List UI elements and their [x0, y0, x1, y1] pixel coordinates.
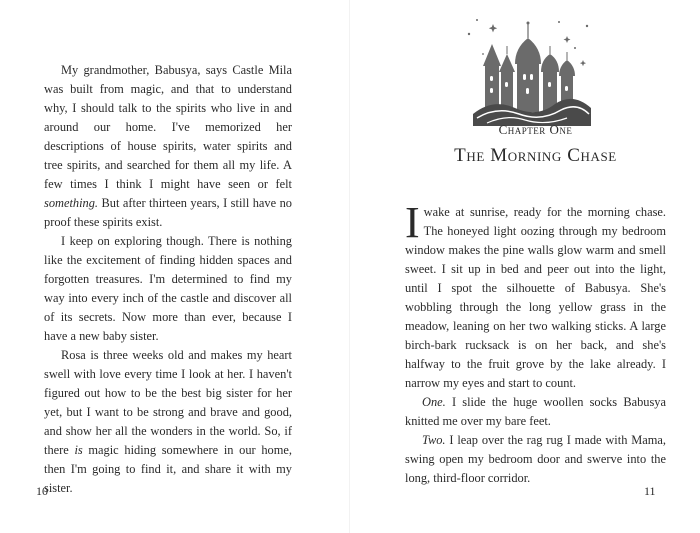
- castle-illustration: [463, 14, 597, 126]
- drop-cap: I: [405, 198, 420, 247]
- page-number: 11: [644, 484, 656, 498]
- left-page-body: [44, 61, 292, 498]
- chapter-title: The Morning Chase: [454, 145, 617, 166]
- paragraph: Two. I leap over the rag rug I made with Mama, swing open my bedroom door and swerve into the long, third-floor corridor.: [405, 433, 666, 485]
- paragraph: One. I slide the huge woollen socks Babusya knitted me over my bare feet.: [405, 395, 666, 428]
- page-number: 10: [36, 484, 48, 498]
- right-page-body: [405, 198, 666, 488]
- right-page: [350, 0, 700, 533]
- paragraph: My grandmother, Babusya, says Castle Mila was built from magic, and that to understand why, I should talk to the spirits who live in and around our home. I've memorized her descriptions of house spirits, water spirits and tree spirits, and searched for them all my life. A few times I think I might have seen or felt something. But after thirteen years, I still have no proof these spirits exist.: [44, 63, 292, 229]
- chapter-number: Chapter One: [498, 122, 573, 137]
- paragraph: I keep on exploring though. There is nothing like the excitement of finding hidden spaces and forgotten treasures. I'm determined to find my way into every inch of the castle and discover all of its secrets. Now more than ever, because I have a new baby sister.: [44, 234, 292, 343]
- opening-paragraph-text: wake at sunrise, ready for the morning chase. The honeyed light oozing through my bedroom window makes the pine walls glow warm and smell sweet. I sit up in bed and peer out into the light, until I spot the silhouette of Babusya. She's wobbling through the long yellow grass in the meadow, leaning on her two walking sticks. A large birch-bark rucksack is on her back, and she's halfway to the fruit grove by the lake already. I narrow my eyes and start to count.: [405, 205, 666, 390]
- opening-paragraph: [405, 198, 666, 393]
- paragraph: Rosa is three weeks old and makes my heart swell with love every time I look at her. I haven't figured out how to be the best big sister for her yet, but I want to be strong and brave and good, and show her all the wonders in the world. So, if there is magic hiding somewhere in our home, then I'm going to find it, and share it with my sister.: [44, 348, 292, 495]
